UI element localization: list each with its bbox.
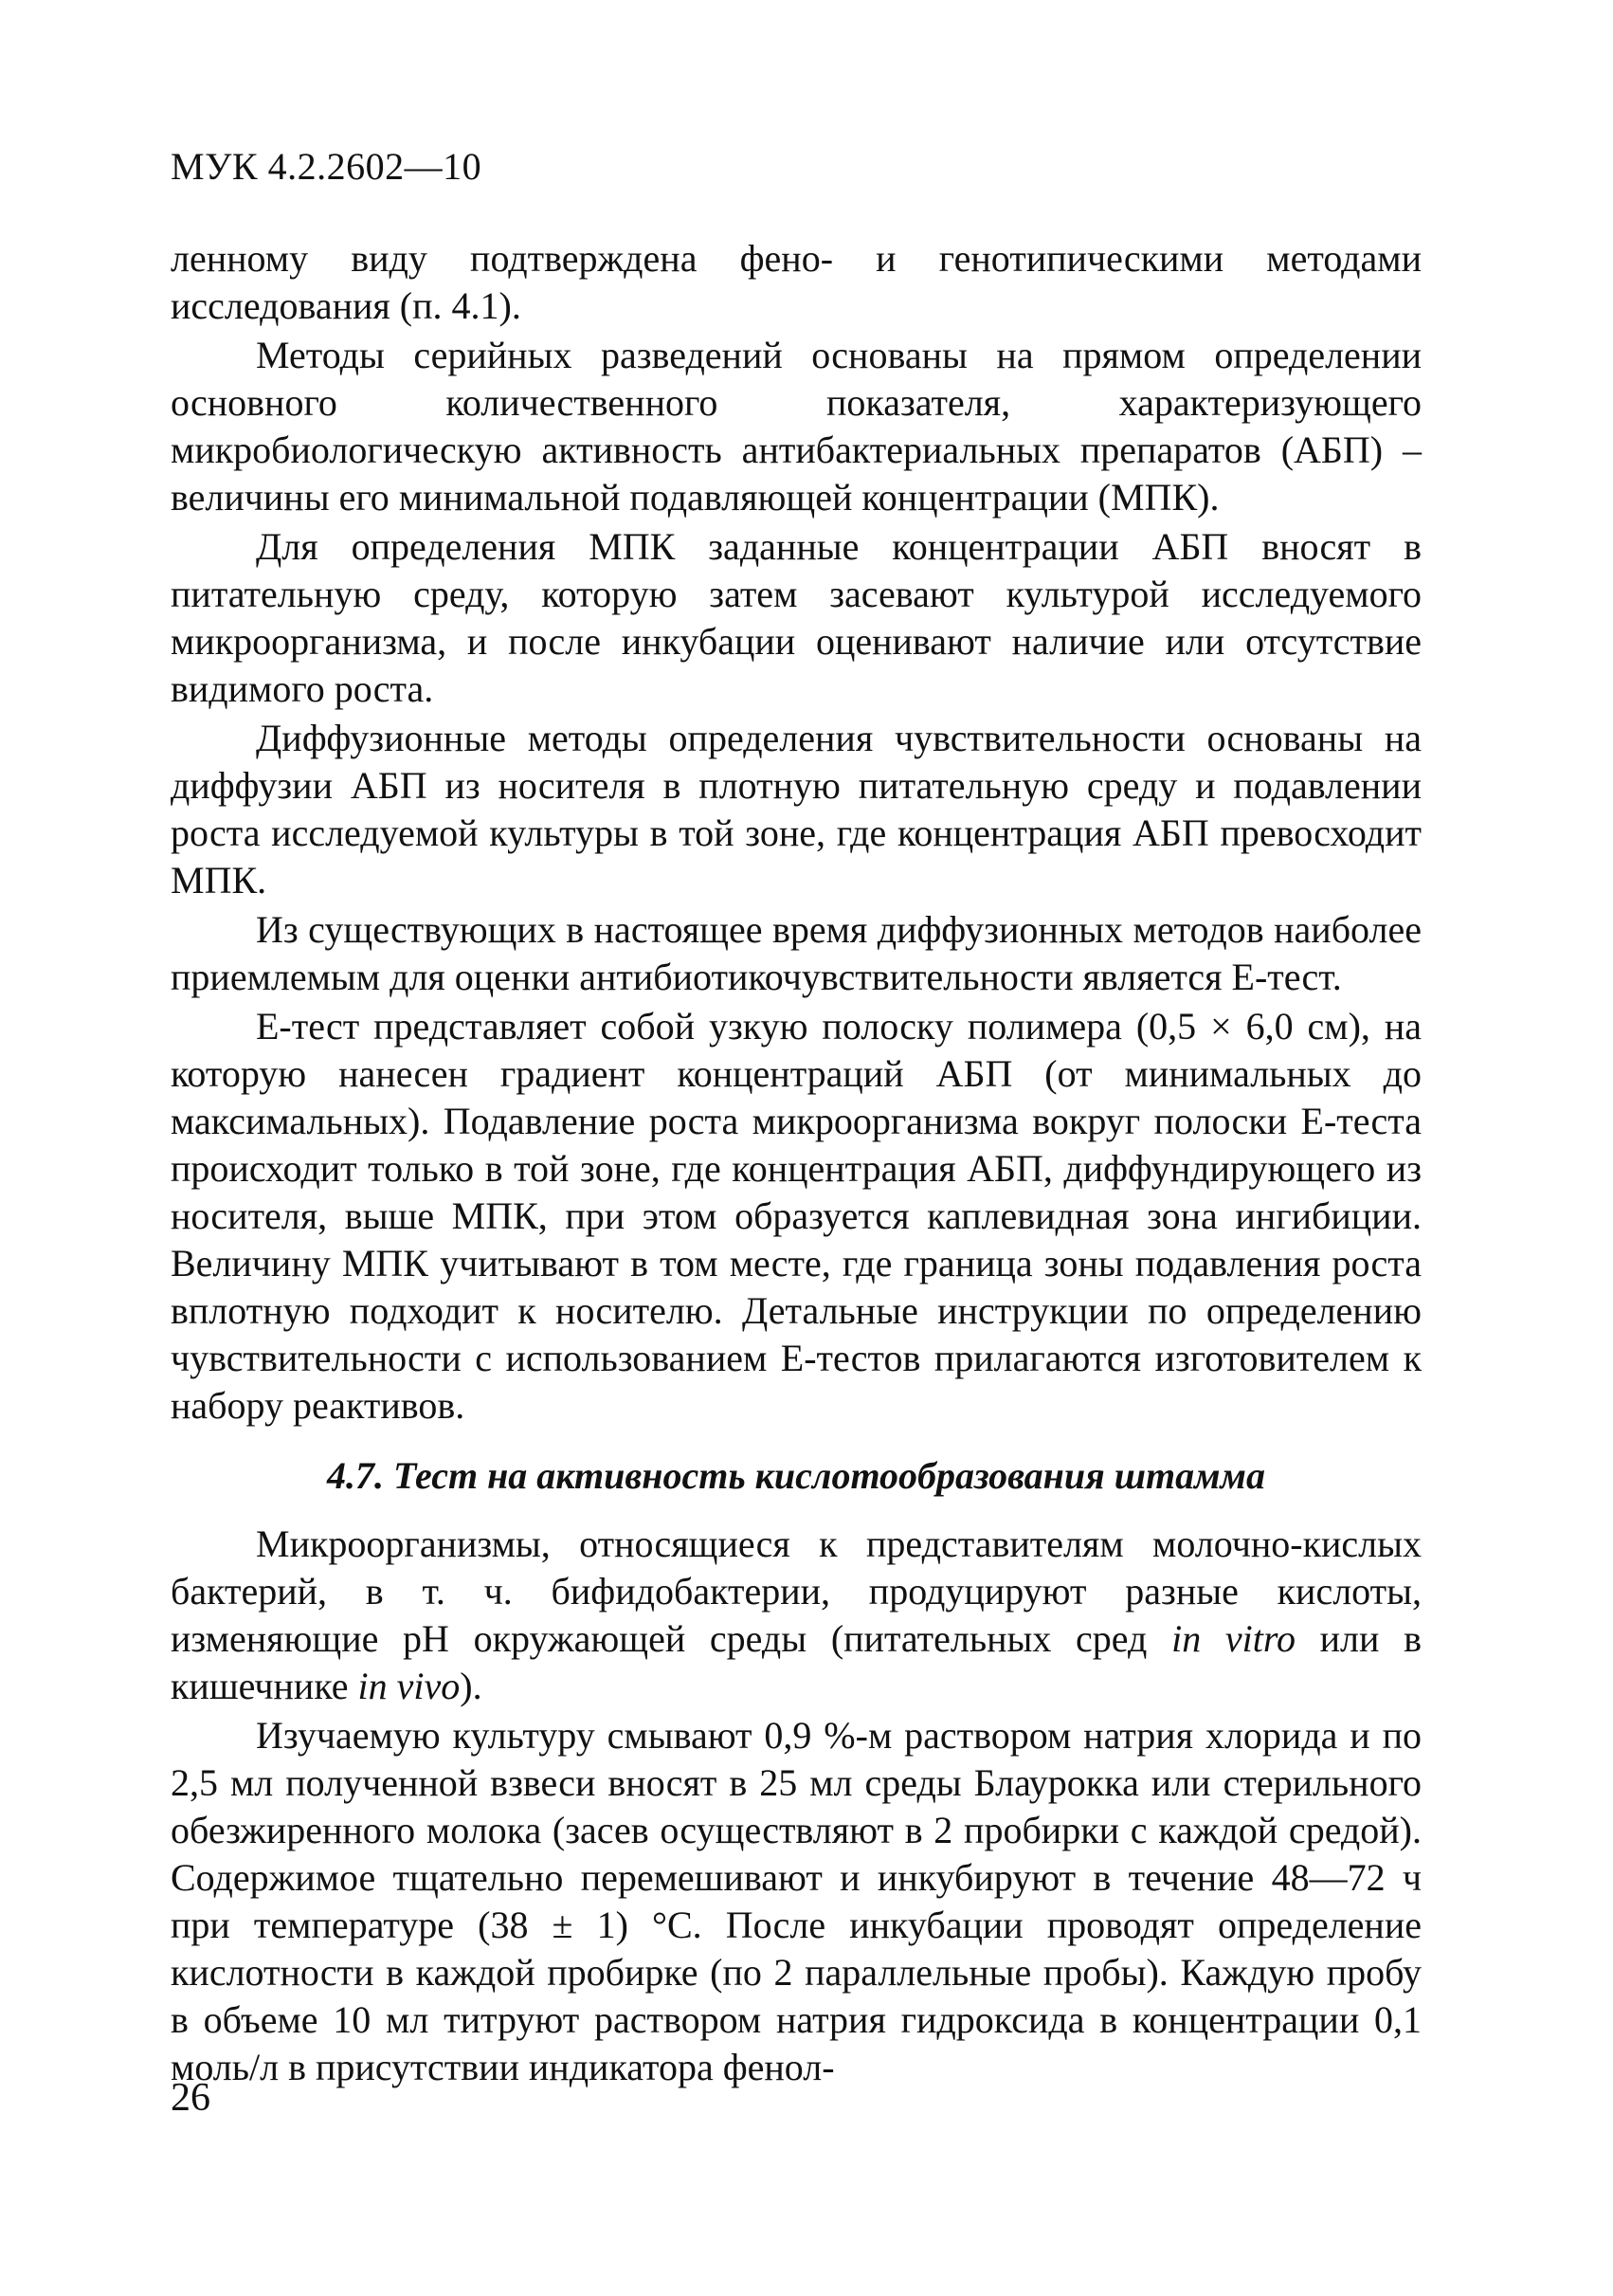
section-heading: 4.7. Тест на активность кислотообразования штамма	[327, 1454, 1265, 1497]
paragraph-continuation: ленному виду подтверждена фено- и генотипическими методами исследования (п. 4.1).	[171, 237, 1422, 327]
latin-term-in-vitro: in vitro	[1171, 1617, 1296, 1660]
document-code-header: МУК 4.2.2602—10	[171, 145, 482, 188]
paragraph-mic-determination: Для определения МПК заданные концентрации АБП вносят в питательную среду, которую затем засевают культурой исследуемого микроорганизма, и после инкубации оценивают наличие или отсутствие видимого роста.	[171, 525, 1422, 710]
page-number: 26	[171, 2076, 210, 2120]
paragraph-diffusion-methods: Диффузионные методы определения чувствительности основаны на диффузии АБП из носителя в плотную питательную среду и подавлении роста исследуемой культуры в той зоне, где концентрация АБП превосходит МПК.	[171, 717, 1422, 902]
paragraph-culture-procedure: Изучаемую культуру смывают 0,9 %-м раствором натрия хлорида и по 2,5 мл полученной взвеси вносят в 25 мл среды Блаурокка или стерильного обезжиренного молока (засев осуществляют в 2 пробирки с каждой средой). Содержимое тщательно перемешивают и инкубируют в течение 48—72 ч при температуре (38 ± 1) °С. После инкубации проводят определение кислотности в каждой пробирке (по 2 параллельные пробы). Каждую пробу в объеме 10 мл титруют раствором натрия гидроксида в концентрации 0,1 моль/л в присутствии индикатора фенол-	[171, 1714, 1422, 2088]
body-text	[171, 235, 1422, 2091]
paragraph-serial-dilution-methods: Методы серийных разведений основаны на прямом определении основного количественного показателя, характеризующего микробиологическую активность антибактериальных препаратов (АБП) – величины его минимальной подавляющей концентрации (МПК).	[171, 334, 1422, 519]
text-segment: ).	[460, 1665, 482, 1707]
paragraph-e-test-description: Е-тест представляет собой узкую полоску полимера (0,5 × 6,0 см), на которую нанесен градиент концентраций АБП (от минимальных до максимальных). Подавление роста микроорганизма вокруг полоски Е-теста происходит только в той зоне, где концентрация АБП, диффундирующего из носителя, выше МПК, при этом образуется каплевидная зона ингибиции. Величину МПК учитывают в том месте, где граница зоны подавления роста вплотную подходит к носителю. Детальные инструкции по определению чувствительности с использованием Е-тестов прилагаются изготовителем к набору реактивов.	[171, 1005, 1422, 1427]
paragraph-microorganisms-acids	[171, 1521, 1422, 1710]
paragraph-e-test-intro: Из существующих в настоящее время диффузионных методов наиболее приемлемым для оценки антибиотикочувствительности является Е-тест.	[171, 908, 1422, 998]
text-segment: Микроорганизмы, относящиеся к представителям молочно-кислых бактерий, в т. ч. бифидобактерии, продуцируют разные кислоты, изменяющие pH окружающей среды (питательных сред	[171, 1522, 1422, 1660]
text-segment: или в кишечнике	[171, 1617, 1422, 1707]
latin-term-in-vivo: in vivo	[357, 1665, 461, 1707]
